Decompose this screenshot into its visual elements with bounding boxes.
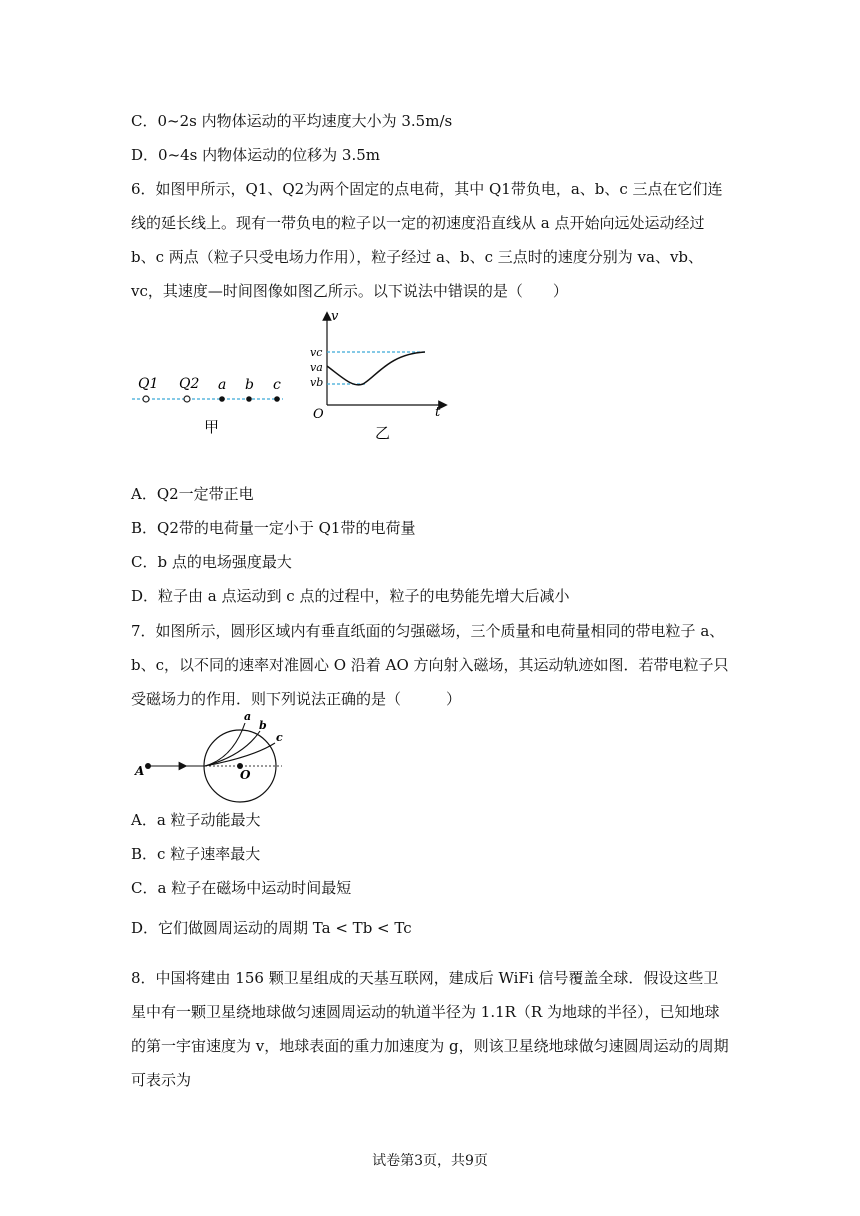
q7-option-a: A．a 粒子动能最大 <box>131 811 261 829</box>
q7-option-b: B．c 粒子速率最大 <box>131 845 261 863</box>
caption-yi: 乙 <box>375 424 391 442</box>
label-vb: vb <box>310 376 324 389</box>
point-b <box>246 396 252 402</box>
label-O: O <box>240 768 251 782</box>
q2-point <box>184 396 190 402</box>
point-a <box>219 396 225 402</box>
trajectory-b <box>205 731 260 766</box>
q1-point <box>143 396 149 402</box>
label-a: a <box>218 377 227 393</box>
q8-stem: 8．中国将建由 156 颗卫星组成的天基互联网，建成后 WiFi 信号覆盖全球．假设这些卫星中有一颗卫星绕地球做匀速圆周运动的轨道半径为 1.1R（R 为地球的半径），已知地球的第一宇宙速度为 v，地球表面的重力加速度为 g，则该卫星绕地球做匀速圆周运动的周期可表示为 <box>131 969 729 1089</box>
q7-stem: 7．如图所示，圆形区域内有垂直纸面的匀强磁场，三个质量和电荷量相同的带电粒子 a、b、c，以不同的速率对准圆心 O 沿着 AO 方向射入磁场，其运动轨迹如图．若带电粒子只受磁场力的作用．则下列说法正确的是（ ） <box>131 622 729 708</box>
label-traj-c: c <box>276 731 283 744</box>
axis-label-t: t <box>435 405 441 420</box>
q5-option-d: D．0~4s 内物体运动的位移为 3.5m <box>131 146 380 164</box>
q6-stem: 6．如图甲所示，Q1、Q2为两个固定的点电荷，其中 Q1带负电，a、b、c 三点在它们连线的延长线上。现有一带负电的粒子以一定的初速度沿直线从 a 点开始向远处运动经过 b、c 两点（粒子只受电场力作用），粒子经过 a、b、c 三点时的速度分别为 va、vb、vc，其速度—时间图像如图乙所示。以下说法中错误的是（ ） <box>131 180 723 300</box>
label-q2: Q2 <box>179 376 200 392</box>
q6-option-d: D．粒子由 a 点运动到 c 点的过程中，粒子的电势能先增大后减小 <box>131 587 570 605</box>
point-c <box>274 396 280 402</box>
q6-figure-yi <box>305 308 455 448</box>
axis-label-v: v <box>331 309 339 324</box>
label-vc: vc <box>310 346 323 359</box>
q6-figure-jia <box>128 365 288 445</box>
q5-option-c: C．0~2s 内物体运动的平均速度大小为 3.5m/s <box>131 112 453 130</box>
label-origin: O <box>313 407 324 422</box>
label-q1: Q1 <box>138 376 159 392</box>
velocity-curve <box>327 352 425 385</box>
q6-option-a: A．Q2一定带正电 <box>131 485 254 503</box>
caption-jia: 甲 <box>204 418 220 436</box>
q7-option-d: D．它们做圆周运动的周期 Ta < Tb < Tc <box>131 919 412 937</box>
label-A: A <box>135 764 145 778</box>
label-va: va <box>310 361 323 374</box>
point-a-source <box>145 763 151 769</box>
label-traj-a: a <box>244 710 252 723</box>
q6-option-c: C．b 点的电场强度最大 <box>131 553 292 571</box>
label-c: c <box>273 377 281 393</box>
label-b: b <box>245 377 254 393</box>
q6-option-b: B．Q2带的电荷量一定小于 Q1带的电荷量 <box>131 519 416 537</box>
q7-figure <box>128 710 308 810</box>
label-traj-b: b <box>259 719 267 732</box>
page-footer: 试卷第3页，共9页 <box>372 1153 488 1169</box>
q7-option-c: C．a 粒子在磁场中运动时间最短 <box>131 879 352 897</box>
